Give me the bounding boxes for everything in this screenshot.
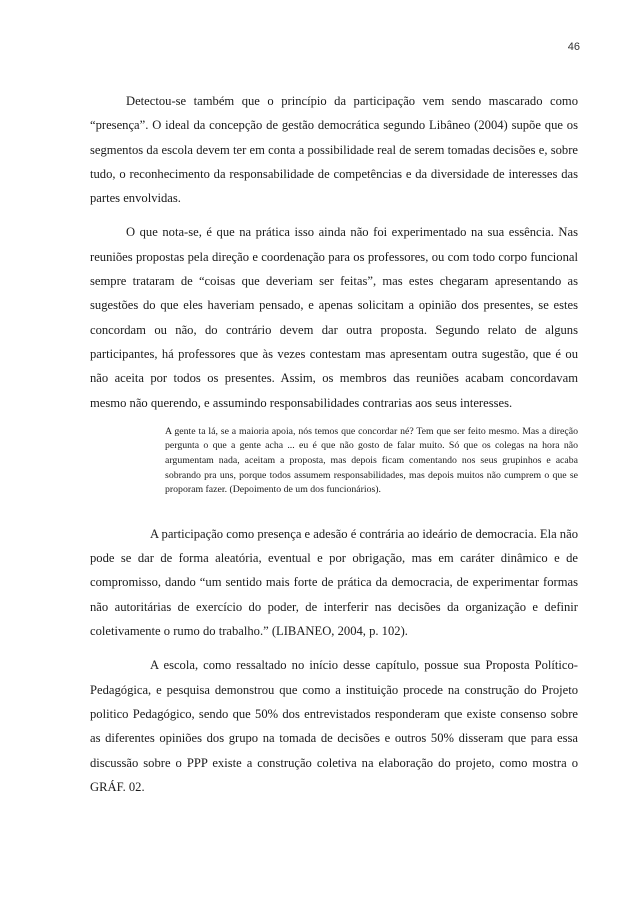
paragraph-democracy-ideal: A participação como presença e adesão é contrária ao ideário de democracia. Ela não pode se dar de forma aleatória, eventual e por obrigação, mas em caráter dinâmico e de compromisso, dando “um sentido mais forte de prática da democracia, de experimentar formas não autoritárias de exercício do poder, de interferir nas decisões da organização e definir coletivamente o rumo do trabalho.” (LIBANEO, 2004, p. 102). xyxy=(90,526,578,639)
block-quote-testimony: A gente ta lá, se a maioria apoia, nós temos que concordar né? Tem que ser feito mesmo. Mas a direção pergunta o que a gente acha ... eu é que não gosto de falar muito. Só que os colegas na hora não argumentam nada, aceitam a proposta, mas depois ficam comentando nos seus grupinhos e acaba sobrando pra uns, porque todos assumem responsabilidades, mas depois muitos não cumprem o que se proporam fazer. (Depoimento de um dos funcionários). xyxy=(165,425,578,496)
page-number: 46 xyxy=(567,41,580,53)
paragraph-meetings-practice: O que nota-se, é que na prática isso ainda não foi experimentado na sua essência. Nas reuniões propostas pela direção e coordenação para os professores, ou com todo corpo funcional sempre trataram de “coisas que deveriam ser feitas”, mas estes chegaram apresentando as sugestões do que eles haveriam pensado, e apenas solicitam a opinião dos presentes, se estes concordam ou não, do contrário devem dar outra proposta. Segundo relato de alguns participantes, há professores que às vezes contestam mas apresentam outra sugestão, que é ou não aceita por todos os presentes. Assim, os membros das reuniões acabam concordavam mesmo não querendo, e assumindo responsabilidades contrarias aos seus interesses. xyxy=(90,225,578,410)
paragraph-ppp-construction: A escola, como ressaltado no início desse capítulo, possue sua Proposta Político-Pedagógica, e pesquisa demonstrou que como a instituição procede na construção do Projeto politico Pedagógico, sendo que 50% dos entrevistados responderam que existe consenso sobre as diferentes opiniões dos grupo na tomada de decisões e outros 50% disseram que para essa discussão sobre o PPP existe a construção coletiva na elaboração do projeto, como mostra o GRÁF. 02. xyxy=(90,658,578,794)
paragraph-participation-presence: Detectou-se também que o princípio da participação vem sendo mascarado como “presença”. O ideal da concepção de gestão democrática segundo Libâneo (2004) supõe que os segmentos da escola devem ter em conta a possibilidade real de serem tomadas decisões e, sobre tudo, o reconhecimento da responsabilidade de competências e da diversidade de interesses das partes envolvidas. xyxy=(90,94,578,206)
document-body xyxy=(90,89,578,813)
